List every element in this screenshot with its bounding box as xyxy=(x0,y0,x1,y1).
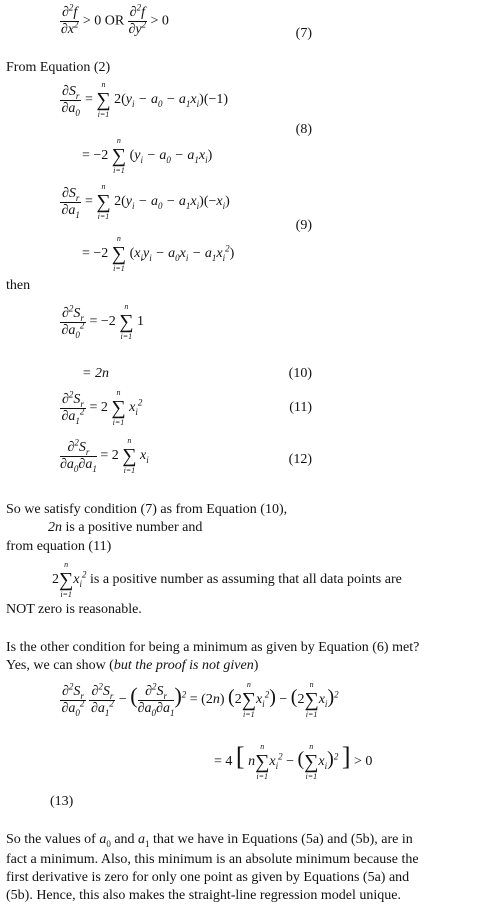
equation-8-line1: $\frac{\partial S_r}{\partial a_0}$ = n ∑ i=1 $2(y_i - a_0 - a_1x_i)(-1)$ xyxy=(61,80,229,119)
yes-line: Yes, we can show (but the proof is not given) xyxy=(6,658,259,673)
two-n-rest: is a positive number and xyxy=(65,520,203,535)
eq-number-13: (13) xyxy=(50,794,74,809)
eq-number-12: (12) xyxy=(288,452,312,467)
equation-11: $\frac{\partial^2S_r}{\partial a_1^2}$ = 2 n ∑ i=1 $x_i^2$ xyxy=(61,388,143,427)
equation-10: = 2n xyxy=(82,366,109,381)
equation-9-line1: $\frac{\partial S_r}{\partial a_1}$ = n ∑ i=1 $2(y_i - a_0 - a_1x_i)(-x_i)$ xyxy=(61,182,230,221)
eq-number-7: (7) xyxy=(295,26,312,41)
question-line: Is the other condition for being a minimum as given by Equation (6) met? xyxy=(6,640,420,655)
equation-d2a0: $\frac{\partial^2S_r}{\partial a_0^2}$ = −2 n ∑ i=1 1 xyxy=(61,302,144,341)
eq-number-10: (10) xyxy=(288,366,312,381)
not-zero-line: NOT zero is reasonable. xyxy=(6,602,142,617)
eq-number-8: (8) xyxy=(295,122,312,137)
from-equation-2: From Equation (2) xyxy=(6,60,111,75)
two-n: 2n xyxy=(48,520,62,535)
eq-number-9: (9) xyxy=(295,218,312,233)
satisfy-line: So we satisfy condition (7) as from Equation (10), xyxy=(6,502,288,517)
equation-8-line2: = −2 n ∑ i=1 $(y_i - a_0 - a_1x_i)$ xyxy=(82,136,213,175)
then-label: then xyxy=(6,278,31,293)
final-paragraph-line2: fact a minimum. Also, this minimum is an absolute minimum because the xyxy=(6,852,419,867)
eq-number-11: (11) xyxy=(289,400,312,415)
sum-line: 2 n ∑ i=1 $x_i^2$ is a positive number as assuming that all data points are xyxy=(52,560,402,599)
final-paragraph-line3: first derivative is zero for only one point as given by Equations (5a) and xyxy=(6,870,410,885)
two-n-line xyxy=(48,520,202,536)
equation-13-line2: = 4 [ n n ∑ i=1 $x_i^2$ − ( n ∑ i=1 $x_i)^2$ ] > 0 xyxy=(214,742,373,781)
from-equation-11: from equation (11) xyxy=(6,539,112,554)
equation-13-line1: $\frac{\partial^2S_r}{\partial a_0^2}$ $\frac{\partial^2S_r}{\partial a_1^2}$ − ( $\frac{\partial^2S_r}{\partial a_0\partial a_1}$ )$^2$ = (2n) (2 n ∑ i=1 $x_i^2) - (2$ n ∑ i=1 $x_i)^2$ xyxy=(61,680,339,719)
final-paragraph-line4: (5b). Hence, this also makes the straight-line regression model unique. xyxy=(6,888,402,903)
final-paragraph-line1: So the values of $a_0$ and $a_1$ that we have in Equations (5a) and (5b), are in xyxy=(6,832,413,849)
equation-12: $\frac{\partial^2S_r}{\partial a_0\partial a_1}$ = 2 n ∑ i=1 $x_i$ xyxy=(60,436,149,475)
equation-9-line2: = −2 n ∑ i=1 $(x_iy_i - a_0x_i - a_1x_i^2)$ xyxy=(82,234,235,273)
equation-7: $\frac{\partial^2f}{\partial x^2}$ > 0 OR $\frac{\partial^2f}{\partial y^2}$ > 0 xyxy=(60,2,169,37)
